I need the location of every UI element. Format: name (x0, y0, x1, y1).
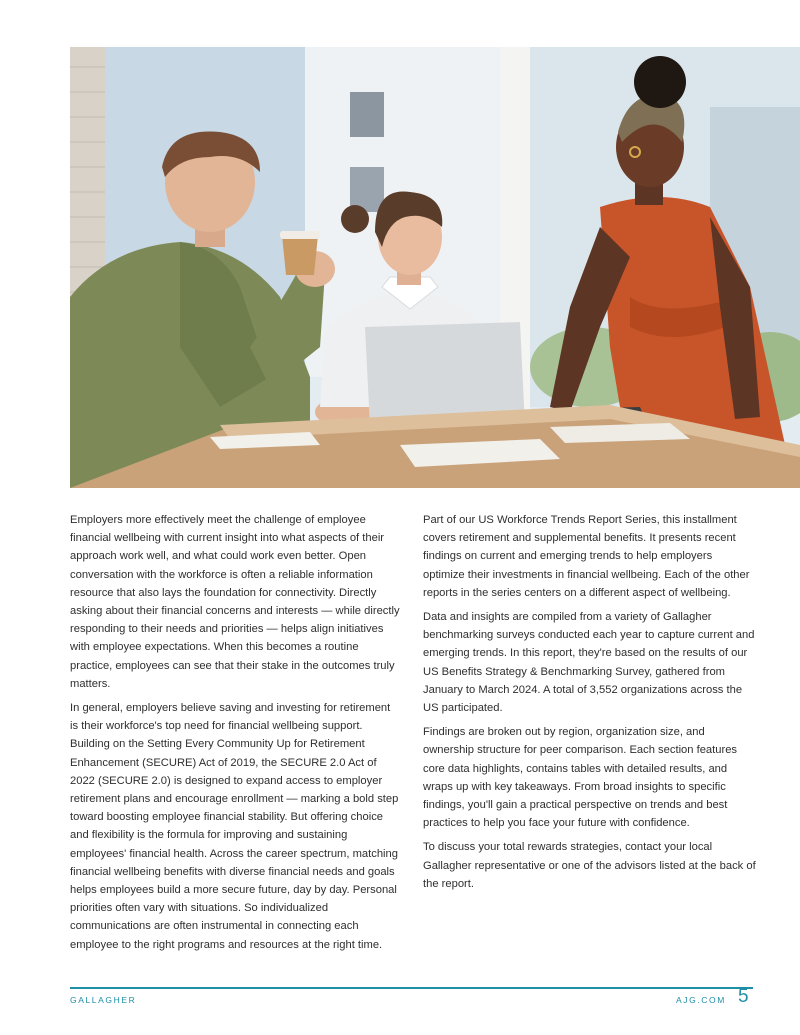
left-paragraph-2: In general, employers believe saving and investing for retirement is their workforce's top need for financial wellbeing support. Building on the Setting Every Community Up for Retirement Enhancement (SECURE) Act of 2019, the SECURE 2.0 Act of 2022 (SECURE 2.0) is designed to expand access to employer retirement plans and encourage enrollment — marking a bold step toward boosting employee financial stability. But offering choice and flexibility is the formula for improving and sustaining employees' financial health. Across the career spectrum, matching financial wellbeing benefits with diverse financial needs and goals helps employees build a more secure future, day by day. Personal priorities often vary with situations. So individualized communications are often instrumental in connecting each employee to the right programs and resources at the right time. (70, 702, 399, 951)
footer-brand: GALLAGHER (70, 995, 137, 1005)
page-number: 5 (738, 986, 749, 1007)
footer-divider (70, 987, 753, 989)
office-meeting-illustration (70, 47, 800, 488)
left-paragraph-1: Employers more effectively meet the challenge of employee financial wellbeing with current insight into what aspects of their approach work well, and what could work even better. Open conversation with the workforce is often a reliable information resource that also lays the foundation for connectivity. Directly asking about their financial concerns and interests — while directly responding to their needs and priorities — helps align initiatives with employee expectations. When this becomes a routine practice, employees can see that their stake in the outcomes truly matters. (70, 514, 400, 690)
right-paragraph-1: Part of our US Workforce Trends Report Series, this installment covers retirement and supplemental benefits. It presents recent findings on current and emerging trends to help employers optimize their investments in financial wellbeing. Each of the other reports in the series centers on a different aspect of wellbeing. (423, 514, 750, 599)
right-text-column (423, 511, 756, 899)
hero-photo (70, 47, 800, 488)
right-paragraph-2: Data and insights are compiled from a variety of Gallagher benchmarking surveys conducted each year to capture current and emerging trends. In this report, they're based on the results of our US Benefits Strategy & Benchmarking Survey, gathered from January to March 2024. A total of 3,552 organizations across the US participated. (423, 611, 755, 715)
footer-website-link[interactable]: AJG.COM (676, 995, 726, 1005)
left-text-column (70, 511, 400, 960)
right-paragraph-3: Findings are broken out by region, organization size, and ownership structure for peer comparison. Each section features core data highlights, contains tables with detailed results, and wraps up with key takeaways. From broad insights to specific findings, you'll gain a practical perspective on trends and best practices to help you face your future with confidence. (423, 726, 738, 830)
right-paragraph-4: To discuss your total rewards strategies, contact your local Gallagher representative or one of the advisors listed at the back of the report. (423, 841, 756, 890)
